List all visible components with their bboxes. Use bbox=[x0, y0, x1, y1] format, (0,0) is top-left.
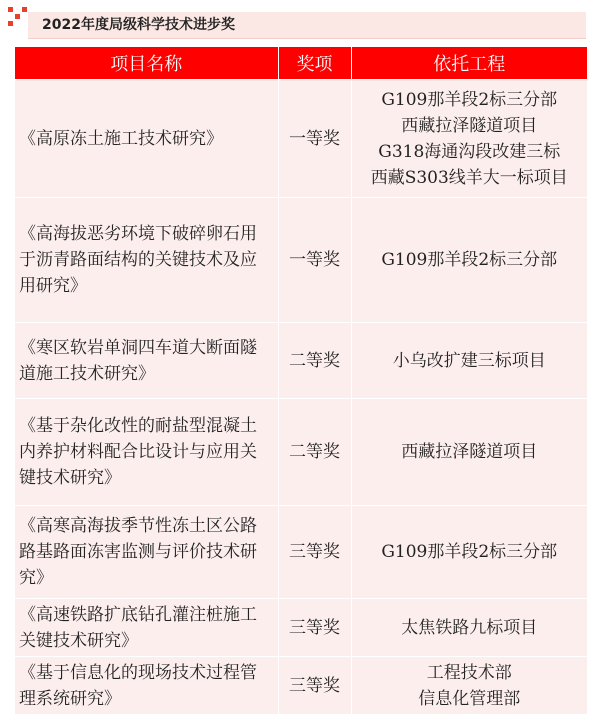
table-header-row bbox=[15, 47, 587, 80]
base-project-cell bbox=[351, 198, 587, 323]
project-name-cell: 《基于杂化改性的耐盐型混凝土内养护材料配合比设计与应用关键技术研究》 bbox=[15, 399, 278, 506]
base-project-cell bbox=[351, 80, 587, 198]
table-row bbox=[15, 198, 587, 323]
base-project-cell bbox=[351, 599, 587, 657]
award-cell: 一等奖 bbox=[278, 198, 351, 323]
base-project-line: 小乌改扩建三标项目 bbox=[392, 350, 546, 371]
base-project-line: 太焦铁路九标项目 bbox=[401, 617, 538, 638]
project-name-cell: 《基于信息化的现场技术过程管理系统研究》 bbox=[15, 657, 278, 715]
table-row bbox=[15, 657, 587, 715]
column-header-base-project: 依托工程 bbox=[351, 47, 587, 80]
project-name-cell: 《高原冻土施工技术研究》 bbox=[15, 80, 278, 198]
project-name-cell: 《寒区软岩单洞四车道大断面隧道施工技术研究》 bbox=[15, 323, 278, 399]
table-row bbox=[15, 506, 587, 599]
section-title-bar bbox=[28, 12, 586, 39]
base-project-line: G109那羊段2标三分部 bbox=[381, 250, 558, 270]
table-row bbox=[15, 599, 587, 657]
base-project-line: 西藏拉泽隧道项目 bbox=[401, 442, 538, 462]
award-cell: 一等奖 bbox=[278, 80, 351, 198]
award-cell: 二等奖 bbox=[278, 323, 351, 399]
base-project-line: 信息化管理部 bbox=[418, 688, 521, 709]
column-header-project-name: 项目名称 bbox=[15, 47, 278, 80]
project-name-cell: 《高海拔恶劣环境下破碎卵石用于沥青路面结构的关键技术及应用研究》 bbox=[15, 198, 278, 323]
table-row bbox=[15, 80, 587, 198]
base-project-cell bbox=[351, 657, 587, 715]
base-project-line: G318海通沟段改建三标 bbox=[378, 141, 561, 162]
section-header bbox=[8, 7, 586, 37]
base-project-cell bbox=[351, 323, 587, 399]
award-cell: 三等奖 bbox=[278, 506, 351, 599]
award-cell: 三等奖 bbox=[278, 657, 351, 715]
awards-table bbox=[15, 47, 587, 715]
base-project-line: G109那羊段2标三分部 bbox=[381, 89, 558, 110]
base-project-line: 西藏拉泽隧道项目 bbox=[401, 115, 538, 136]
base-project-line: 西藏S303线羊大一标项目 bbox=[370, 167, 568, 188]
award-cell: 二等奖 bbox=[278, 399, 351, 506]
base-project-line: G109那羊段2标三分部 bbox=[381, 542, 558, 562]
base-project-line: 工程技术部 bbox=[426, 662, 512, 683]
table-row bbox=[15, 323, 587, 399]
project-name-cell: 《高速铁路扩底钻孔灌注桩施工关键技术研究》 bbox=[15, 599, 278, 657]
section-title: 2022年度局级科学技术进步奖 bbox=[42, 17, 235, 33]
base-project-cell bbox=[351, 506, 587, 599]
column-header-award: 奖项 bbox=[278, 47, 351, 80]
project-name-cell: 《高寒高海拔季节性冻土区公路路基路面冻害监测与评价技术研究》 bbox=[15, 506, 278, 599]
table-row bbox=[15, 399, 587, 506]
award-cell: 三等奖 bbox=[278, 599, 351, 657]
base-project-cell bbox=[351, 399, 587, 506]
